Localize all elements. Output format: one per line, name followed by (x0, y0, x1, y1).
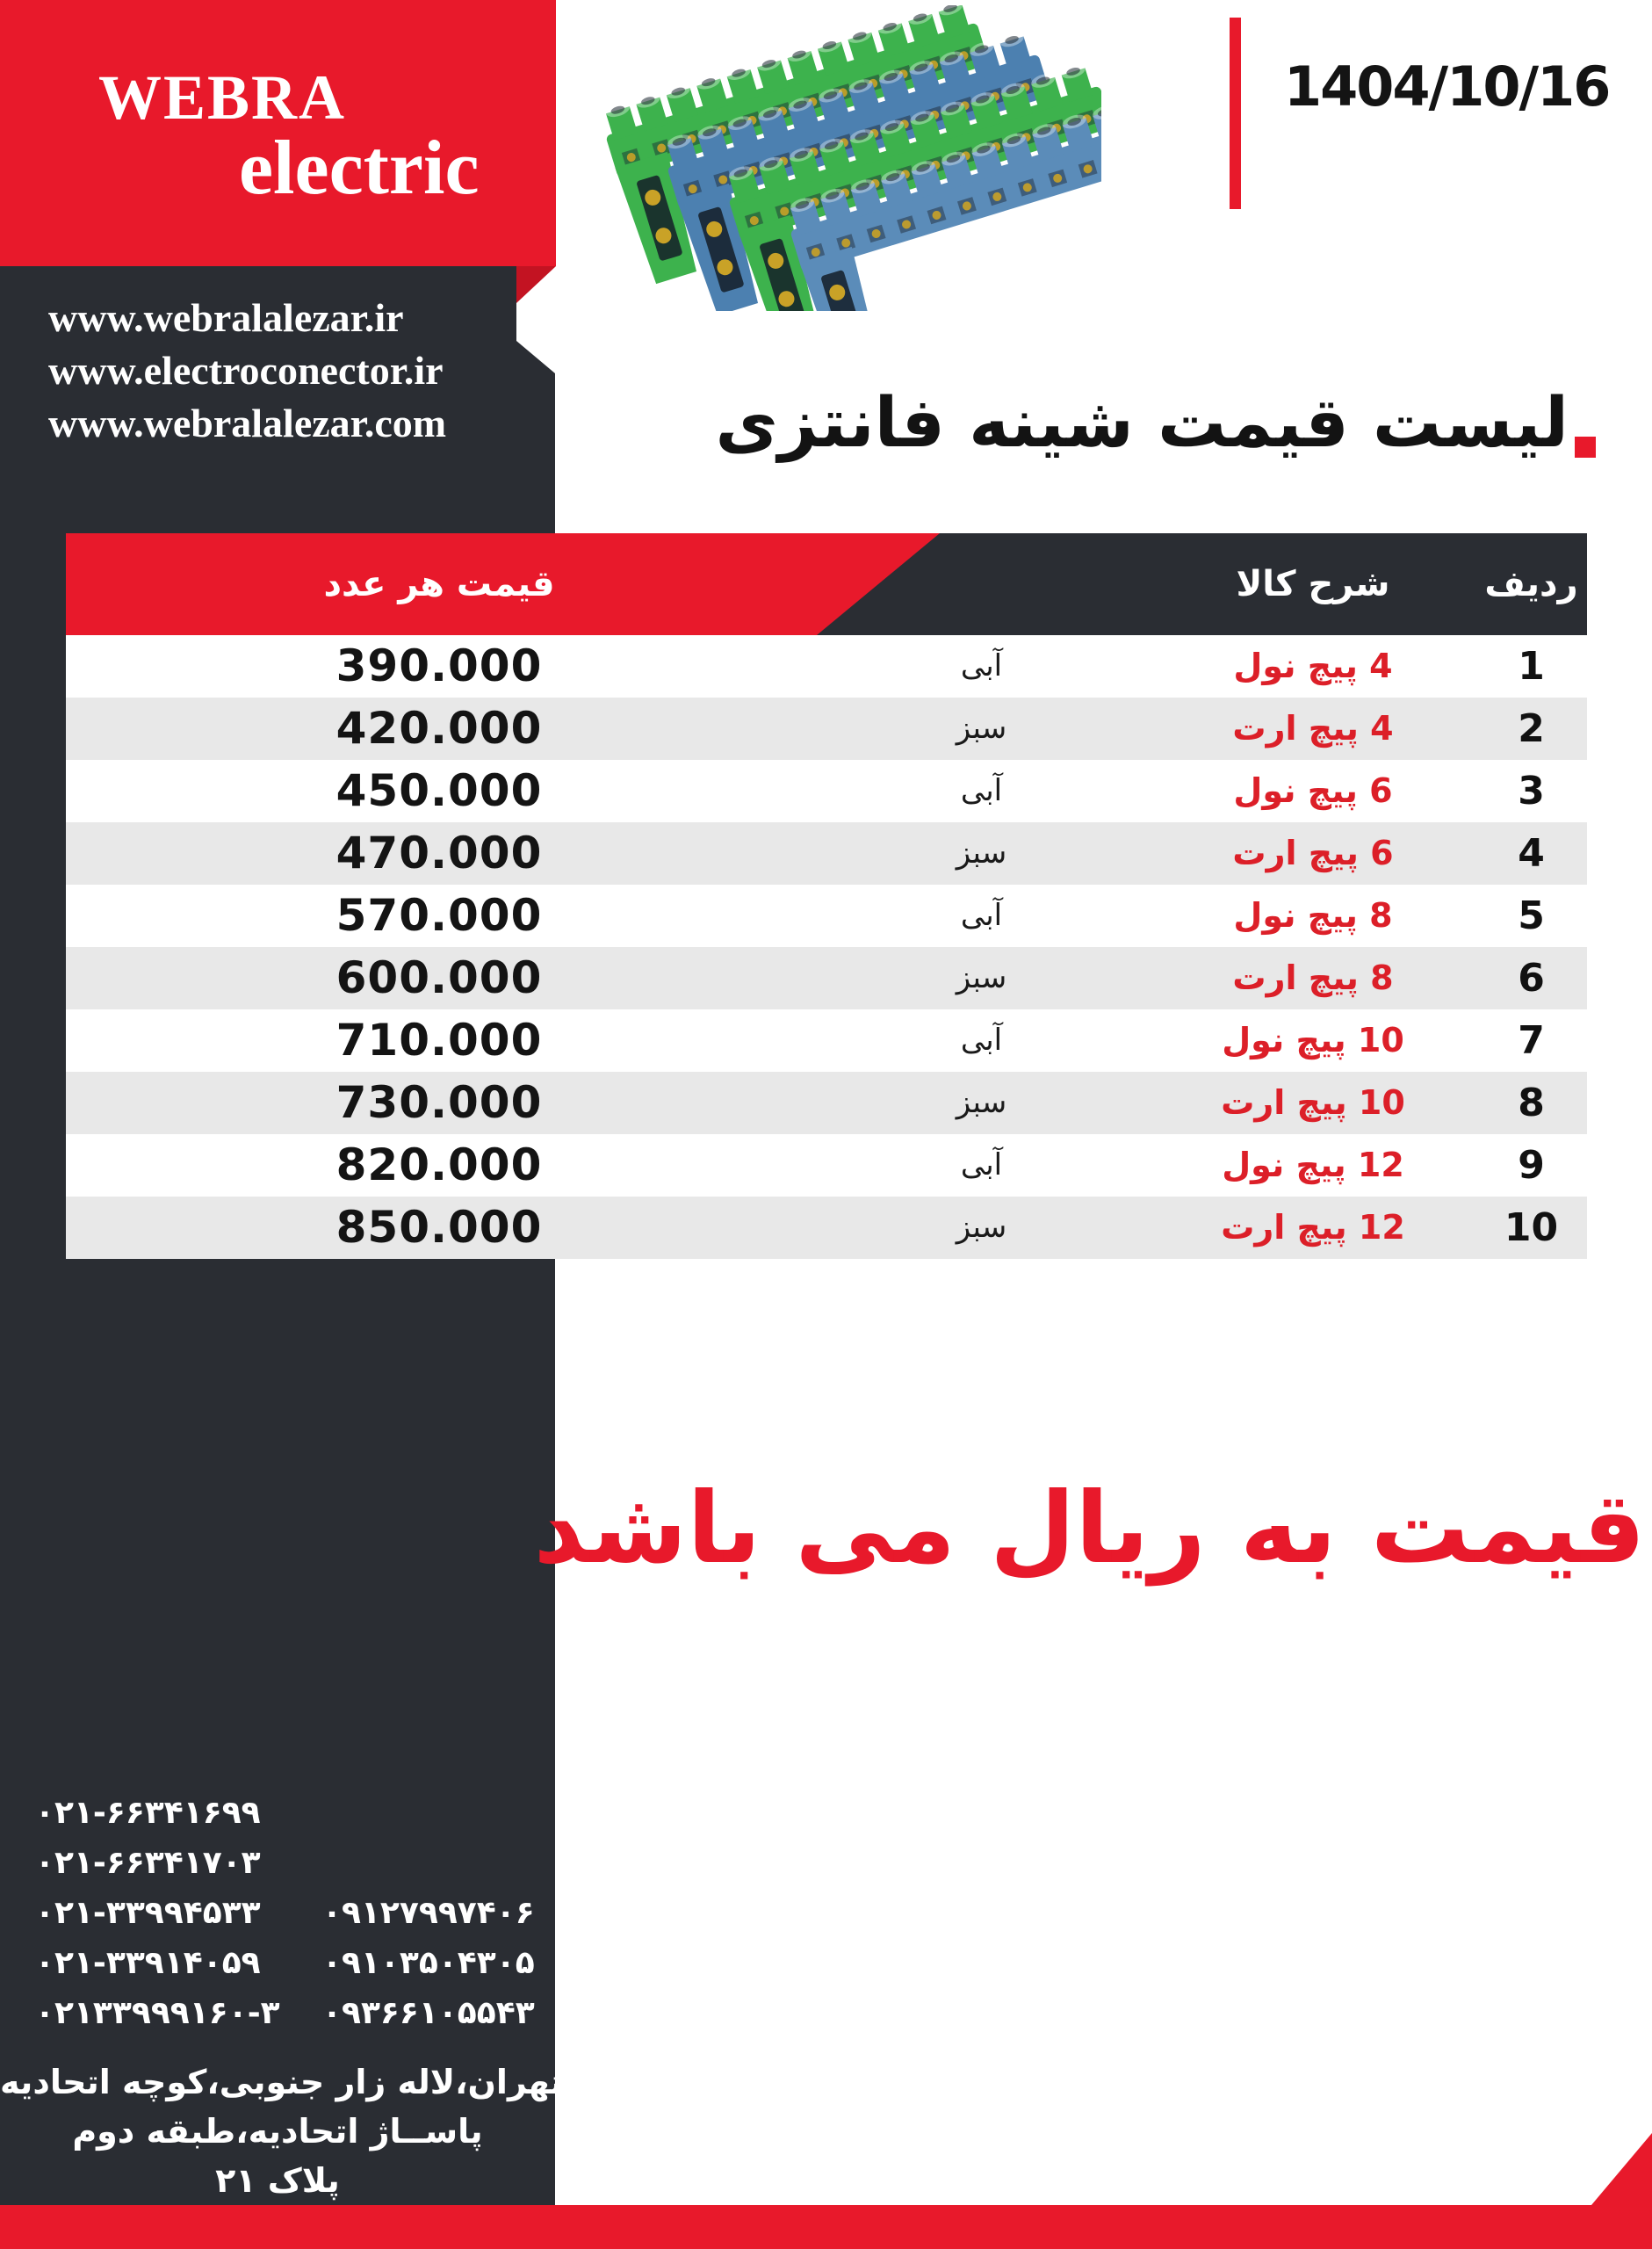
column-header-price: قیمت هر عدد (323, 564, 555, 604)
table-row (66, 760, 1587, 822)
color-cell: سبز (956, 1085, 1007, 1120)
description-cell: 6 پیچ ارت (1232, 834, 1394, 872)
table-header (66, 533, 1587, 635)
table-row (66, 1197, 1587, 1259)
address-block (0, 2057, 563, 2205)
ribbon-fold-triangle (516, 266, 556, 303)
row-number-cell: 5 (1518, 893, 1545, 938)
color-cell: آبی (960, 773, 1003, 808)
description-cell: 12 پیچ ارت (1221, 1208, 1405, 1247)
table-row (66, 1134, 1587, 1197)
row-number-cell: 10 (1504, 1205, 1559, 1250)
mobile-number: ۰۹۱۲۷۹۹۷۴۰۶ (322, 1895, 535, 1931)
row-number-cell: 1 (1518, 644, 1545, 689)
description-cell: 10 پیچ نول (1222, 1021, 1404, 1059)
description-cell: 8 پیچ ارت (1232, 958, 1394, 997)
description-cell: 10 پیچ ارت (1221, 1083, 1405, 1122)
table-row (66, 947, 1587, 1009)
landline-number: ۰۲۱-۶۶۳۴۱۷۰۳ (35, 1845, 261, 1881)
price-table (66, 533, 1587, 1259)
table-row (66, 1072, 1587, 1134)
price-cell: 420.000 (335, 703, 543, 754)
landline-phone-list (35, 1788, 280, 2038)
table-row (66, 822, 1587, 885)
landline-number: ۰۲۱-۳۳۹۹۴۵۳۳ (35, 1895, 261, 1931)
date-accent-bar (1230, 18, 1241, 209)
page-title: لیست قیمت شینه فانتزی (715, 384, 1569, 463)
website-list (48, 292, 446, 450)
price-cell: 390.000 (335, 640, 543, 691)
brand-name: WEBRA (98, 62, 347, 133)
row-number-cell: 4 (1518, 831, 1545, 876)
column-header-row: ردیف (1484, 564, 1578, 604)
color-cell: آبی (960, 648, 1003, 683)
description-cell: 8 پیچ نول (1233, 896, 1393, 935)
table-row (66, 698, 1587, 760)
price-cell: 470.000 (335, 828, 543, 879)
landline-number: ۰۲۱-۶۶۳۴۱۶۹۹ (35, 1795, 261, 1831)
column-header-description: شرح کالا (1236, 564, 1390, 604)
website-url: www.webralalezar.com (48, 401, 447, 445)
mobile-phone-list (322, 1888, 535, 2038)
mobile-number: ۰۹۱۰۳۵۰۴۳۰۵ (322, 1945, 535, 1981)
landline-number: ۰۲۱-۳۳۹۱۴۰۵۹ (35, 1945, 261, 1981)
logo-box (0, 0, 556, 266)
price-cell: 710.000 (335, 1015, 543, 1066)
row-number-cell: 3 (1518, 769, 1545, 814)
currency-note: قیمت به ریال می باشد (533, 1472, 1646, 1586)
table-body (66, 635, 1587, 1259)
price-cell: 850.000 (335, 1202, 543, 1253)
title-bullet-square (1575, 437, 1596, 458)
table-row (66, 1009, 1587, 1072)
price-cell: 820.000 (335, 1139, 543, 1190)
color-cell: سبز (956, 1210, 1007, 1245)
color-cell: آبی (960, 898, 1003, 933)
price-cell: 730.000 (335, 1077, 543, 1128)
address-line: پاســاژ اتحادیه،طبقه دوم (72, 2112, 483, 2151)
row-number-cell: 9 (1518, 1143, 1545, 1188)
landline-number: ۰۲۱۳۳۹۹۹۱۶۰-۳ (35, 1995, 280, 2031)
table-row (66, 885, 1587, 947)
website-url: www.electroconector.ir (48, 348, 444, 393)
color-cell: سبز (956, 711, 1007, 746)
address-line: پلاک ۲۱ (215, 2161, 340, 2200)
color-cell: آبی (960, 1147, 1003, 1182)
row-number-cell: 8 (1518, 1081, 1545, 1125)
address-line: تهران،لاله زار جنوبی،کوچه اتحادیه (0, 2063, 563, 2101)
row-number-cell: 6 (1518, 956, 1545, 1001)
description-cell: 4 پیچ نول (1233, 647, 1393, 685)
date-text: 1404/10/16 (1284, 54, 1610, 119)
bottom-red-triangle (1591, 2133, 1652, 2205)
bottom-red-band (0, 2205, 1652, 2249)
mobile-number: ۰۹۳۶۶۱۰۵۵۴۳ (322, 1995, 535, 2031)
color-cell: سبز (956, 960, 1007, 995)
table-row (66, 635, 1587, 698)
description-cell: 4 پیچ ارت (1232, 709, 1394, 748)
row-number-cell: 2 (1518, 706, 1545, 751)
description-cell: 6 پیچ نول (1233, 771, 1393, 810)
row-number-cell: 7 (1518, 1018, 1545, 1063)
website-url: www.webralalezar.ir (48, 295, 404, 340)
color-cell: آبی (960, 1023, 1003, 1058)
product-photo-busbars-icon (560, 5, 1101, 311)
color-cell: سبز (956, 835, 1007, 871)
price-cell: 570.000 (335, 890, 543, 941)
description-cell: 12 پیچ نول (1222, 1146, 1404, 1184)
brand-subname: electric (239, 126, 480, 211)
price-cell: 600.000 (335, 952, 543, 1003)
price-cell: 450.000 (335, 765, 543, 816)
